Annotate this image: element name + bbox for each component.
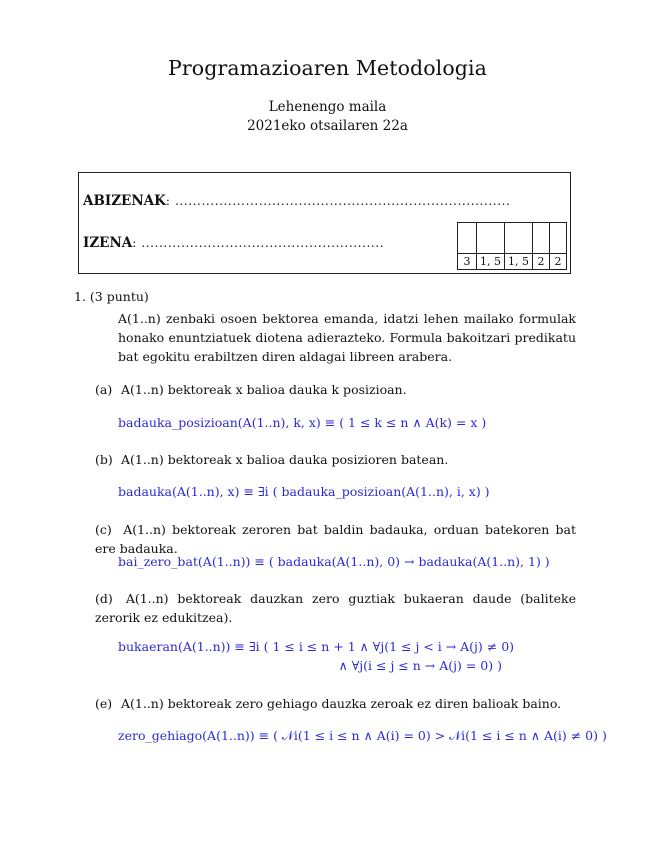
name-dots: : ....................................................... xyxy=(132,236,385,250)
surname-field[interactable] xyxy=(83,193,510,209)
surname-dots: : ............................................................................ xyxy=(165,194,511,208)
surname-label: ABIZENAK xyxy=(83,193,166,209)
page-title: Programazioaren Metodologia xyxy=(168,56,487,80)
grading-table xyxy=(457,222,567,270)
grade-points: 1, 5 xyxy=(505,254,533,270)
item-a xyxy=(95,380,576,399)
name-label: IZENA xyxy=(83,235,133,251)
formula-e: zero_gehiago(A(1..n)) ≡ ( 𝒩i(1 ≤ i ≤ n ∧ A(i) = 0) > 𝒩i(1 ≤ i ≤ n ∧ A(i) ≠ 0) ) xyxy=(118,728,607,743)
item-label: (a) xyxy=(95,382,113,397)
item-text: A(1..n) bektoreak zero gehiago dauzka zeroak ez diren balioak baino. xyxy=(120,696,562,711)
item-label: (b) xyxy=(95,452,113,467)
question-intro: A(1..n) zenbaki osoen bektorea emanda, idatzi lehen mailako formulak honako enuntziatuek diotena adierazteko. Formula bakoitzari predikatu bat egokitu erabiltzen diren aldagai libreen arabera. xyxy=(118,311,576,364)
item-text: A(1..n) bektoreak zeroren bat baldin badauka, orduan batekoren bat ere badauka. xyxy=(95,522,577,556)
grade-cell xyxy=(550,223,567,254)
item-text: A(1..n) bektoreak x balioa dauka k posizioan. xyxy=(120,382,407,397)
name-field[interactable] xyxy=(83,235,384,251)
grade-points: 2 xyxy=(550,254,567,270)
item-c xyxy=(95,520,576,558)
item-label: (c) xyxy=(95,522,112,537)
formula-d-continued: ∧ ∀j(i ≤ j ≤ n → A(j) = 0) ) xyxy=(338,658,502,673)
question-header xyxy=(74,289,149,304)
item-e xyxy=(95,694,576,713)
grade-points: 2 xyxy=(533,254,550,270)
question-points: (3 puntu) xyxy=(89,289,149,304)
formula-d: bukaeran(A(1..n)) ≡ ∃i ( 1 ≤ i ≤ n + 1 ∧ ∀j(1 ≤ j < i → A(j) ≠ 0) xyxy=(118,639,515,654)
grade-cell xyxy=(477,223,505,254)
grade-cell xyxy=(505,223,533,254)
item-b xyxy=(95,450,576,469)
student-info-box xyxy=(78,172,571,274)
exam-date: 2021eko otsailaren 22a xyxy=(247,118,408,134)
item-label: (e) xyxy=(95,696,113,711)
formula-a: badauka_posizioan(A(1..n), k, x) ≡ ( 1 ≤ k ≤ n ∧ A(k) = x ) xyxy=(118,415,487,430)
formula-c: bai_zero_bat(A(1..n)) ≡ ( badauka(A(1..n), 0) → badauka(A(1..n), 1) ) xyxy=(118,554,550,569)
grade-cell xyxy=(458,223,477,254)
grade-cell xyxy=(533,223,550,254)
formula-b: badauka(A(1..n), x) ≡ ∃i ( badauka_posizioan(A(1..n), i, x) ) xyxy=(118,484,490,499)
question-number: 1. xyxy=(74,289,86,304)
item-text: A(1..n) bektoreak dauzkan zero guztiak bukaeran daude (baliteke zerorik ez edukitzea). xyxy=(95,591,576,625)
course-level: Lehenengo maila xyxy=(268,99,387,115)
grade-points: 1, 5 xyxy=(477,254,505,270)
item-d xyxy=(95,589,576,627)
item-label: (d) xyxy=(95,591,113,606)
grade-points: 3 xyxy=(458,254,477,270)
item-text: A(1..n) bektoreak x balioa dauka posizioren batean. xyxy=(120,452,449,467)
